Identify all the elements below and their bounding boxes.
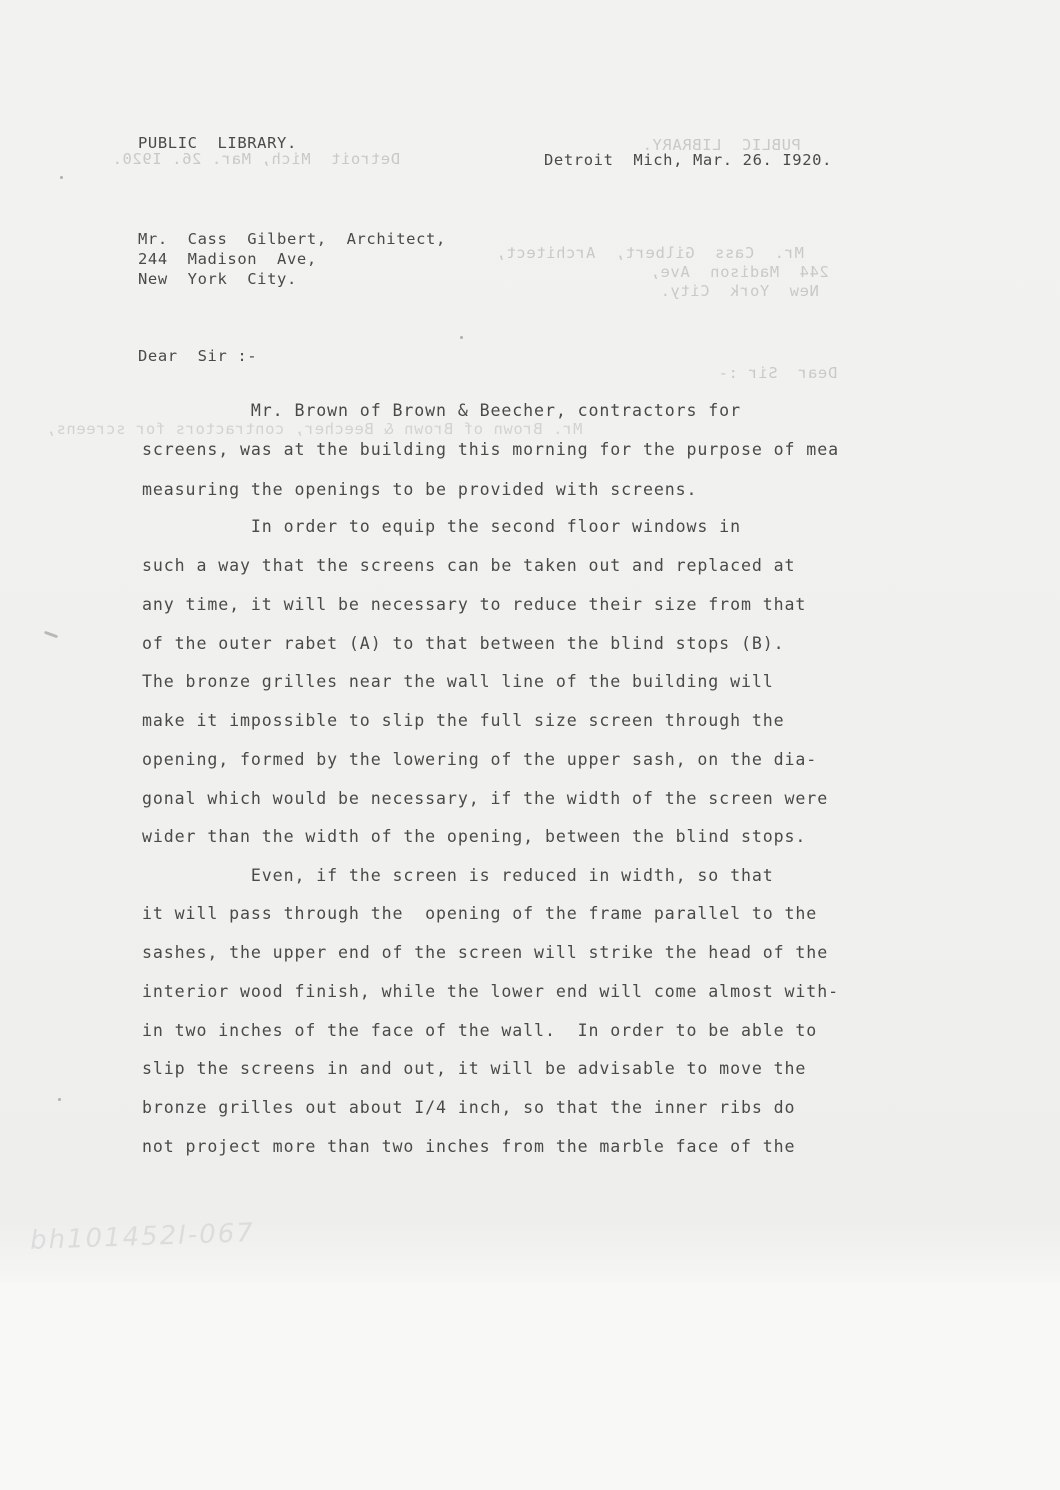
show-through-org: PUBLIC LIBRARY.	[642, 136, 801, 154]
body-line: such a way that the screens can be taken out and replaced at	[142, 556, 796, 575]
body-line: slip the screens in and out, it will be advisable to move the	[142, 1059, 807, 1078]
body-line: Mr. Brown of Brown & Beecher, contractors for	[142, 401, 741, 420]
show-through-salutation: Dear Sir :-	[718, 364, 838, 382]
letterhead-org: PUBLIC LIBRARY.	[138, 134, 297, 152]
scan-background-strip	[0, 1282, 1060, 1490]
binding-mark	[44, 631, 58, 639]
paper-fleck	[58, 1098, 61, 1101]
paper-fleck	[460, 336, 463, 339]
recipient-line3: New York City.	[138, 270, 297, 288]
body-line: bronze grilles out about I/4 inch, so that the inner ribs do	[142, 1098, 796, 1117]
body-line: in two inches of the face of the wall. In order to be able to	[142, 1021, 818, 1040]
body-line: screens, was at the building this morning for the purpose of mea	[142, 440, 839, 459]
show-through-date: Detroit Mich, Mar. 26. I920.	[112, 150, 401, 168]
body-line: interior wood finish, while the lower end will come almost with-	[142, 982, 839, 1001]
show-through-line2: 244 Madison Ave,	[650, 263, 829, 281]
recipient-line1: Mr. Cass Gilbert, Architect,	[138, 230, 446, 248]
paper-fleck	[60, 176, 63, 179]
body-line: opening, formed by the lowering of the upper sash, on the dia-	[142, 750, 818, 769]
body-line: it will pass through the opening of the frame parallel to the	[142, 904, 818, 923]
salutation: Dear Sir :-	[138, 347, 258, 365]
body-line: any time, it will be necessary to reduce their size from that	[142, 595, 807, 614]
body-line: In order to equip the second floor windows in	[142, 517, 741, 536]
show-through-line1: Mr. Cass Gilbert, Architect,	[496, 244, 804, 262]
archive-pencil-mark: bh101452I-067	[29, 1218, 256, 1256]
recipient-line2: 244 Madison Ave,	[138, 250, 317, 268]
body-line: gonal which would be necessary, if the width of the screen were	[142, 789, 829, 808]
body-line: The bronze grilles near the wall line of the building will	[142, 672, 774, 691]
show-through-body: Mr. Brown of Brown & Beecher, contractors for screens,	[46, 420, 583, 438]
body-line: wider than the width of the opening, between the blind stops.	[142, 827, 807, 846]
body-line: not project more than two inches from the marble face of the	[142, 1137, 796, 1156]
letterhead-place-date: Detroit Mich, Mar. 26. I920.	[544, 151, 833, 169]
body-line: measuring the openings to be provided with screens.	[142, 480, 698, 499]
body-line: of the outer rabet (A) to that between the blind stops (B).	[142, 634, 785, 653]
body-line: Even, if the screen is reduced in width, so that	[142, 866, 774, 885]
body-line: make it impossible to slip the full size screen through the	[142, 711, 785, 730]
show-through-line3: New York City.	[660, 282, 819, 300]
body-line: sashes, the upper end of the screen will strike the head of the	[142, 943, 829, 962]
